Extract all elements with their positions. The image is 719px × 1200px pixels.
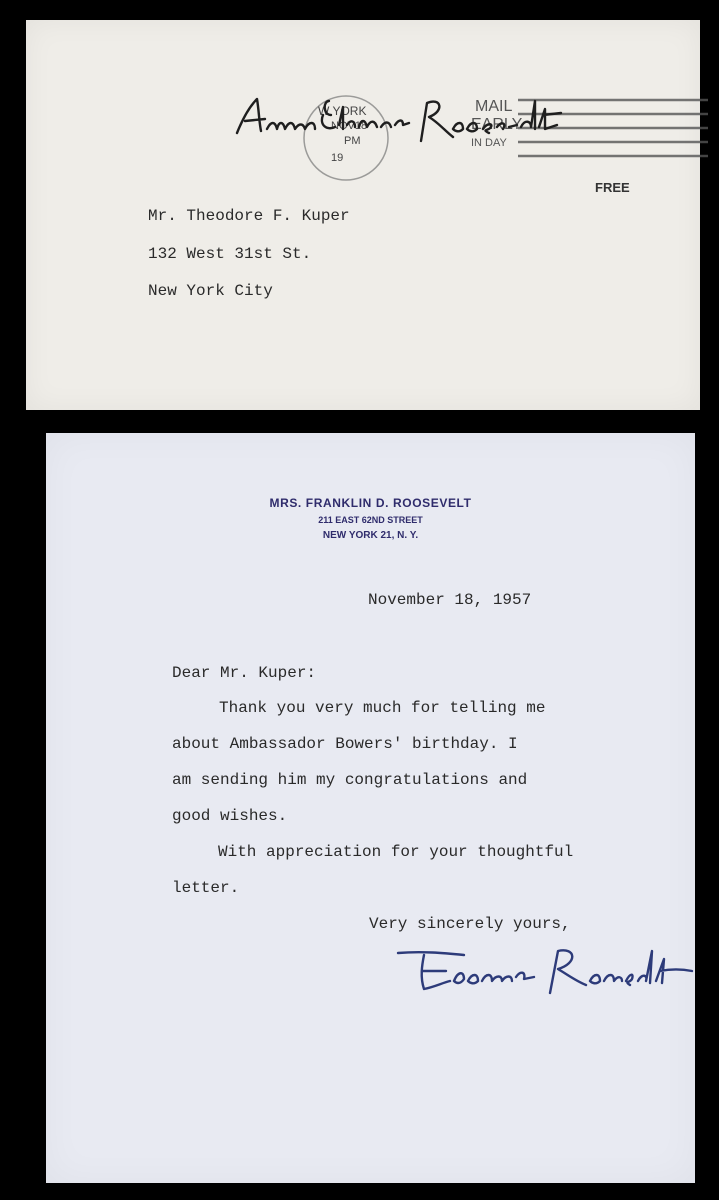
body-line: am sending him my congratulations and <box>172 771 528 789</box>
cancel-slogan-line3: IN DAY <box>471 137 507 149</box>
cancel-slogan-line1: MAIL <box>475 98 513 115</box>
letterhead-city: NEW YORK 21, N. Y. <box>322 530 419 541</box>
postmark-date: NOV18 <box>331 120 368 132</box>
body-line: Thank you very much for telling me <box>219 699 546 717</box>
postmark-city: W YORK <box>318 104 367 118</box>
letterhead-name: MRS. FRANKLIN D. ROOSEVELT <box>269 496 472 510</box>
letter-signature <box>394 941 694 1003</box>
address-line-3: New York City <box>148 282 273 300</box>
cancel-slogan-line2: EARLY <box>471 116 523 133</box>
letter-date: November 18, 1957 <box>368 591 532 609</box>
letterhead-street: 211 EAST 62ND STREET <box>318 515 423 525</box>
free-frank-label: FREE <box>595 180 630 195</box>
body-line: With appreciation for your thoughtful <box>218 843 574 861</box>
body-line: good wishes. <box>172 807 288 825</box>
envelope <box>26 20 700 410</box>
address-line-1: Mr. Theodore F. Kuper <box>148 207 350 225</box>
body-line: about Ambassador Bowers' birthday. I <box>172 735 518 753</box>
franking-signature <box>231 85 576 155</box>
letter-sheet <box>46 433 695 1183</box>
postmark-year: 19 <box>331 152 344 164</box>
letter-closing: Very sincerely yours, <box>369 915 571 933</box>
address-line-2: 132 West 31st St. <box>148 245 312 263</box>
body-line: letter. <box>172 879 240 897</box>
postmark-time: PM <box>344 135 361 147</box>
letter-salutation: Dear Mr. Kuper: <box>172 664 317 682</box>
